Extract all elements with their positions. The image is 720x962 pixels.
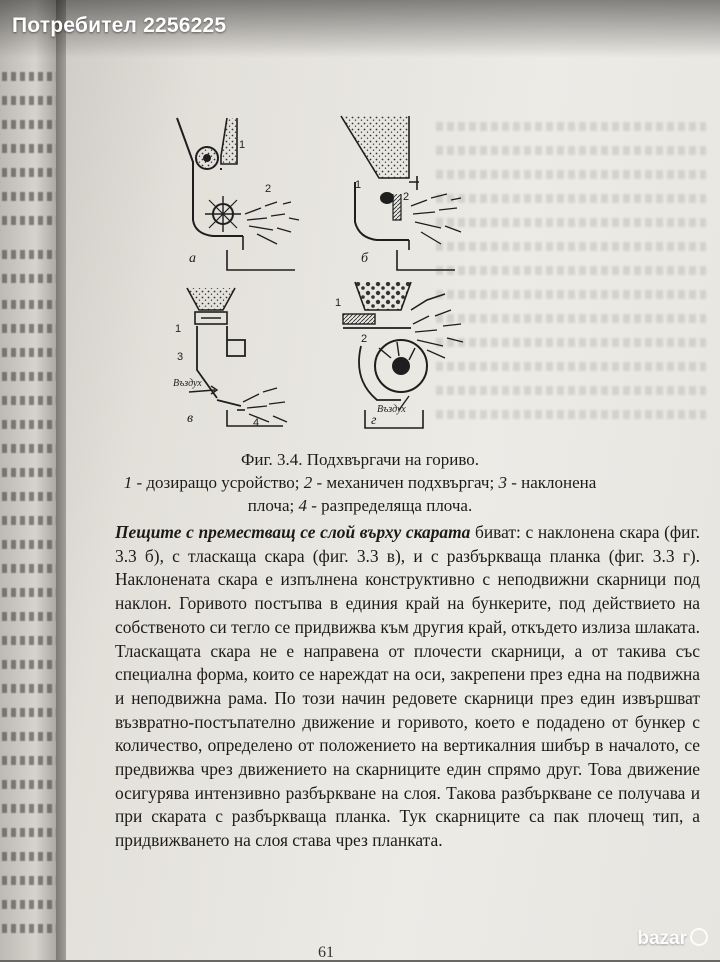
legend-number: 1 xyxy=(123,473,133,492)
figure-drawing xyxy=(165,110,465,440)
legend-number: 4 xyxy=(298,496,307,515)
body-paragraph xyxy=(115,521,700,853)
panel-b-drawing xyxy=(341,116,461,270)
panel-a-number-2: 2 xyxy=(265,183,272,195)
legend-text: - разпределяща плоча. xyxy=(307,496,473,515)
previous-page-edge xyxy=(0,0,64,960)
panel-d-number-1: 1 xyxy=(335,297,342,309)
paragraph-lead: Пещите с преместващ се слой върху скарата xyxy=(115,522,471,542)
page-number: 61 xyxy=(318,944,334,961)
panel-d-number-2: 2 xyxy=(361,333,368,345)
watermark-bar xyxy=(0,0,720,58)
figure-caption-title: Фиг. 3.4. Подхвъргачи на гориво. xyxy=(240,450,480,469)
panel-a-label: а xyxy=(189,251,196,266)
brand-text: bazar xyxy=(637,928,687,949)
panel-c-air-label: Въздух xyxy=(173,378,202,389)
panel-d-air-label: Въздух xyxy=(377,404,406,415)
panel-b-label: б xyxy=(361,251,369,266)
figure-caption-legend xyxy=(120,471,600,517)
panel-b-number-1: 1 xyxy=(355,179,362,191)
legend-number: 2 xyxy=(303,473,313,492)
panel-a-number-1: 1 xyxy=(239,139,246,151)
legend-text: - наклонена плоча; xyxy=(247,473,597,515)
user-watermark: Потребител 2256225 xyxy=(12,14,227,37)
brand-watermark xyxy=(637,928,708,950)
panel-c-number-4: 4 xyxy=(253,417,260,429)
legend-text: - дозиращо усройство; xyxy=(132,473,304,492)
fuel-spreader-figure xyxy=(165,110,465,440)
panel-c-number-1: 1 xyxy=(175,323,182,335)
panel-b-number-2: 2 xyxy=(403,191,410,203)
panel-c-drawing xyxy=(187,288,287,426)
panel-c-label: в xyxy=(187,411,194,426)
legend-number: 3 xyxy=(498,473,507,492)
panel-c-number-3: 3 xyxy=(177,351,184,363)
panel-d-label: г xyxy=(371,413,377,428)
panel-a-drawing xyxy=(177,118,299,270)
paragraph-text: биват: с наклонена скара (фиг. 3.3 б), с тласкаща скара (фиг. 3.3 в), и с разбъркваща планка (фиг. 3.3 г). Наклонената скара е изпълнена конструктивно с неподвижни скарници под наклон. Горивото постъпва в единия край на бункерите, под действието на собственото си тегло се придвижва към другия край, откъдето излиза шлаката. Тласкащата скара не е направена от плочести скарници, а от такива със специална форма, които се нареждат на оси, закрепени през една на подвижна и неподвижна рама. По този начин редовете скарници през един извършват възвратно-постъпателно движение и горивото, което е подадено от бункер с количество, определено от положението на вертикалния шибър в началото, се предвижва чрез движението на скарниците един спрямо друг. Това движение осигурява интензивно разбъркване на слоя. Такова разбъркване се получава и при скарата с разбъркваща планка. Тук скарниците са пак плочещ тип, а придвижването на слоя става чрез планката. xyxy=(115,522,700,851)
legend-text: - механичен подхвъргач; xyxy=(312,473,499,492)
brand-circle-icon xyxy=(690,928,708,946)
